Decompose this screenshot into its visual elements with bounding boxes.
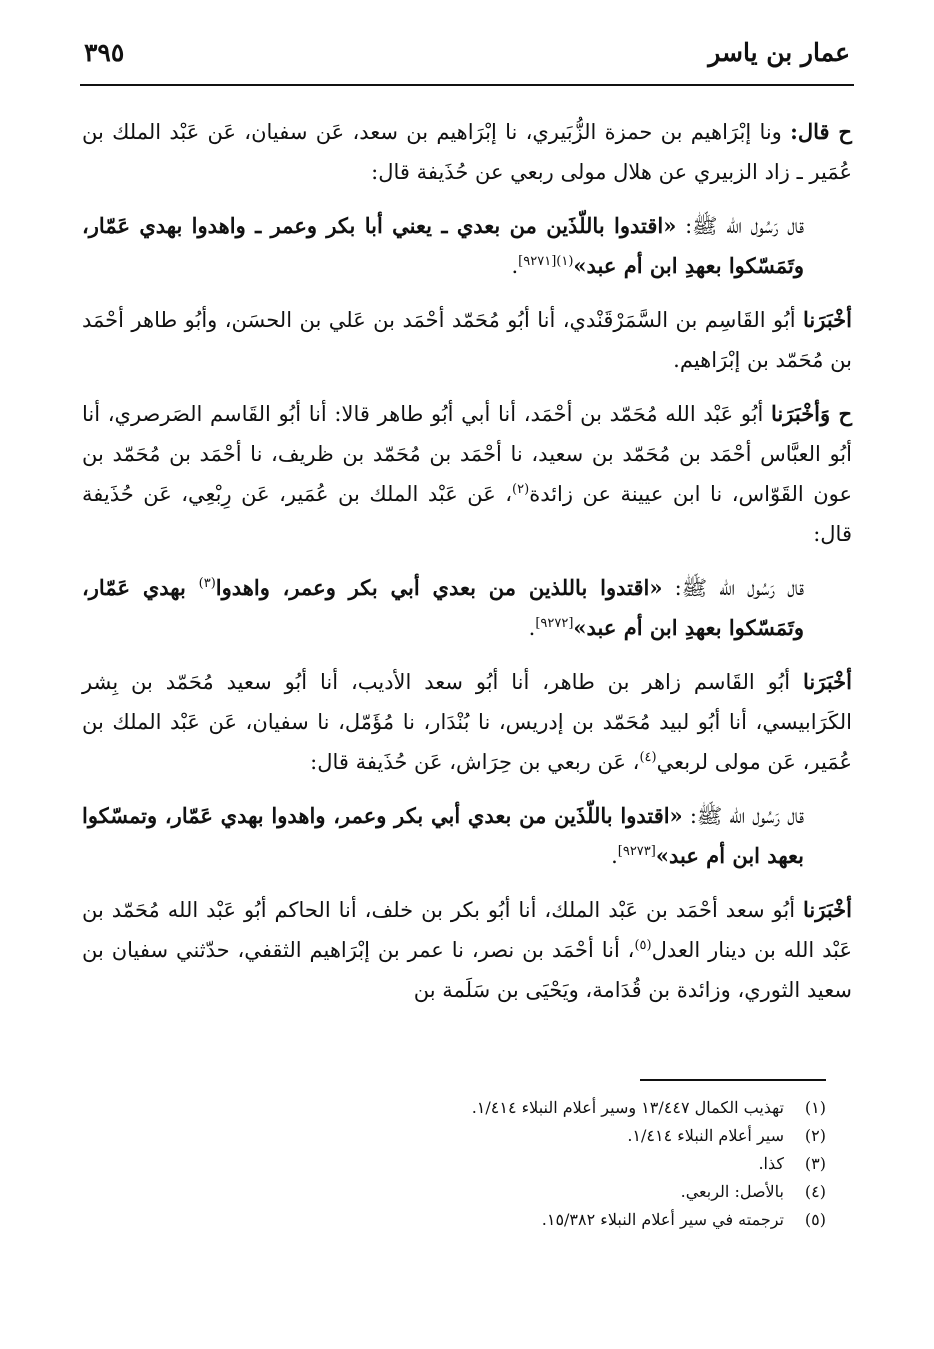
footnotes	[82, 1094, 826, 1234]
footnote-text: كذا.	[758, 1154, 784, 1173]
page-number: ٣٩٥	[84, 38, 125, 67]
paragraph-text: أبُو القَاسم زاهر بن طاهر، أنا أبُو سعد الأديب، أنا أبُو سعيد مُحَمّد بن بِشر الكَرَابيسي، أنا أبُو لبيد مُحَمّد بن إدريس، نا بُنْدَار، نا مُؤَمّل، نا سفيان، عَن عَبْد الملك بن عُمَير، عَن مولى لربعي	[82, 670, 852, 774]
footnote-number: (١)	[804, 1098, 826, 1117]
footnote-rule	[640, 1079, 826, 1081]
paragraph-lead: ح قال:	[790, 119, 852, 144]
hadith-text: «اقتدوا باللّذَين من بعدي ـ يعني أبا بكر وعمر ـ واهدوا بهدي عَمّار، وتَمَسّكوا بعهدِ ابن أم عبد»	[82, 213, 804, 278]
hadith-reference: [٩٢٧٣]	[617, 844, 656, 859]
paragraph-3	[82, 394, 852, 554]
paragraph-text-continued: ، عَن ربعي بن حِرَاش، عَن حُذَيفة قال:	[310, 750, 640, 774]
paragraph-lead: أخْبَرَنا	[803, 307, 852, 332]
footnote-marker: (٥)	[634, 938, 652, 953]
footnote-5	[82, 1206, 826, 1234]
paragraph-text-continued: ، عَن عَبْد الملك بن عُمَير، عَن رِبْعِي، عَن حُذَيفة قال:	[82, 482, 852, 546]
hadith-intro: قال رَسُول الله ﷺ:	[676, 214, 804, 238]
paragraph-text-continued: ، أنا أحْمَد بن نصر، نا عمر بن إبْرَاهيم الثقفي، حدّثني سفيان بن سعيد الثوري، وزائدة بن قُدَامة، ويَحْيَى بن سَلَمة بن	[82, 938, 852, 1002]
footnote-number: (٢)	[804, 1126, 826, 1145]
hadith-text-continued: بهدي عَمّار، وتَمَسّكوا بعهدِ ابن أم عبد»	[82, 575, 804, 640]
hadith-text: «اقتدوا باللّذَين من بعدي أبي بكر وعمر، واهدوا بهدي عَمّار، وتمسّكوا بعهد ابن أم عبد»	[82, 803, 804, 868]
footnote-number: (٥)	[804, 1210, 826, 1229]
paragraph-text: أبُو سعد أحْمَد بن عَبْد الملك، أنا أبُو بكر بن خلف، أنا الحاكم أبُو عَبْد الله مُحَمّد بن عَبْد الله بن دينار العدل	[82, 898, 852, 962]
hadith-reference: (١)[٩٢٧١]	[518, 254, 574, 269]
body-text	[82, 112, 852, 1024]
footnote-number: (٣)	[804, 1154, 826, 1173]
running-title: عمار بن ياسر	[708, 38, 850, 67]
paragraph-text: أبُو القَاسِم بن السَّمَرْقَنْدي، أنا أبُو مُحَمّد أحْمَد بن عَلي بن الحسَن، وأبُو طاهر أحْمَد بن مُحَمّد بن إبْرَاهيم.	[82, 308, 852, 372]
footnote-marker: (٣)	[198, 576, 216, 591]
footnote-2	[82, 1122, 826, 1150]
paragraph-text: ونا إبْرَاهيم بن حمزة الزُّبَيري، نا إبْرَاهيم بن سعد، عَن سفيان، عَن عَبْد الملك بن عُمَير ـ زاد الزبيري عن هلال مولى ربعي عن حُذَيفة قال:	[82, 120, 852, 184]
hadith-text: «اقتدوا باللذين من بعدي أبي بكر وعمر، واهدوا	[215, 575, 663, 600]
paragraph-2	[82, 300, 852, 380]
footnote-text: بالأصل: الربعي.	[680, 1182, 784, 1201]
hadith-reference: [٩٢٧٢]	[535, 616, 574, 631]
footnote-text: تهذيب الكمال ١٣/٤٤٧ وسير أعلام النبلاء ١/٤١٤.	[471, 1098, 784, 1117]
footnote-1	[82, 1094, 826, 1122]
hadith-paragraph-2	[82, 568, 852, 648]
hadith-paragraph-3	[82, 796, 852, 876]
paragraph-end: .	[511, 254, 519, 278]
footnote-marker: (٢)	[512, 482, 530, 497]
paragraph-end: .	[611, 844, 618, 868]
paragraph-5	[82, 890, 852, 1010]
paragraph-text: أبُو عَبْد الله مُحَمّد بن أحْمَد، أنا أبي أبُو طاهر قالا: أنا أبُو القَاسم الصَرصري، أنا أبُو العبَّاس أحْمَد بن مُحَمّد بن سعيد، نا أحْمَد بن مُحَمّد بن ظريف، نا أحْمَد بن مُحَمّد بن عون القَوّاس، نا ابن عيينة عن زائدة	[82, 402, 852, 506]
footnote-marker: (٤)	[639, 750, 657, 765]
footnote-3	[82, 1150, 826, 1178]
footnote-4	[82, 1178, 826, 1206]
paragraph-1	[82, 112, 852, 192]
footnote-text: ترجمته في سير أعلام النبلاء ١٥/٣٨٢.	[541, 1210, 784, 1229]
paragraph-lead: أخْبَرَنا	[803, 897, 852, 922]
paragraph-lead: ح وَأخْبَرَنا	[771, 401, 852, 426]
hadith-intro: قال رَسُول الله ﷺ:	[682, 804, 804, 828]
hadith-paragraph-1	[82, 206, 852, 286]
footnote-number: (٤)	[804, 1182, 826, 1201]
header-rule	[80, 84, 854, 86]
paragraph-end: .	[528, 616, 536, 640]
paragraph-lead: أخْبَرَنا	[803, 669, 852, 694]
hadith-intro: قال رَسُول الله ﷺ:	[662, 576, 804, 600]
paragraph-4	[82, 662, 852, 782]
footnote-text: سير أعلام النبلاء ١/٤١٤.	[627, 1126, 784, 1145]
